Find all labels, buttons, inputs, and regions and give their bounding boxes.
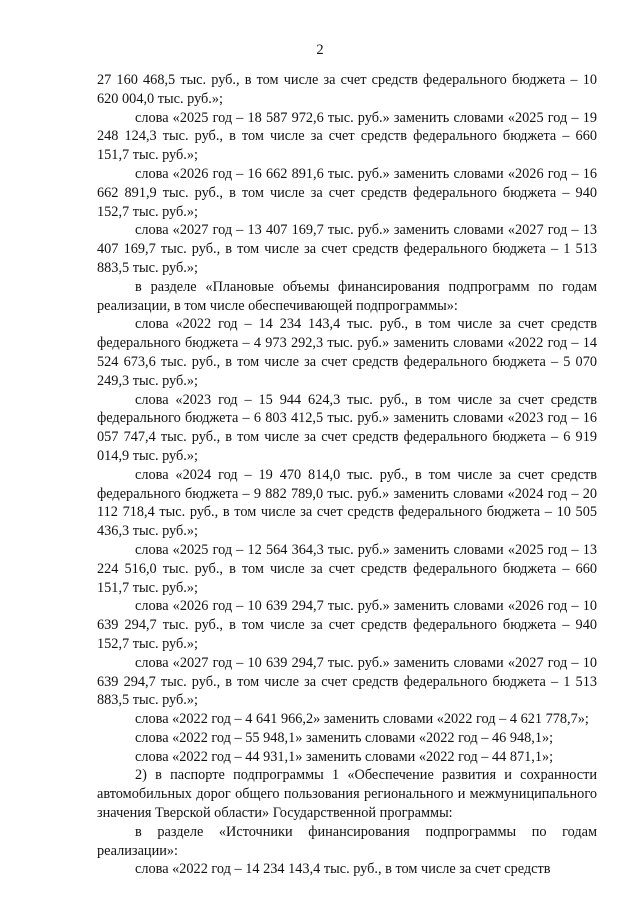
paragraph: слова «2022 год – 14 234 143,4 тыс. руб., в том числе за счет средств федерального бюджета – 4 973 292,3 тыс. руб.» заменить словами «2022 год – 14 524 673,6 тыс. руб., в том числе за счет средств федерального бюджета – 5 070 249,3 тыс. руб.»; [97, 316, 597, 389]
section-heading-paragraph: в разделе «Плановые объемы финансирования подпрограмм по годам реализации, в том числе обеспечивающей подпрограммы»: [97, 278, 597, 314]
numbered-item-paragraph: 2) в паспорте подпрограммы 1 «Обеспечение развития и сохранности автомобильных дорог общего пользования регионального и межмуниципального значения Тверской области» Государственной программы: [97, 767, 597, 822]
paragraph: слова «2024 год – 19 470 814,0 тыс. руб., в том числе за счет средств федерального бюджета – 9 882 789,0 тыс. руб.» заменить словами «2024 год – 20 112 718,4 тыс. руб., в том числе за счет средств федерального бюджета – 10 505 436,3 тыс. руб.»; [97, 466, 597, 540]
paragraph: слова «2022 год – 44 931,1» заменить словами «2022 год – 44 871,1»; [135, 748, 554, 765]
paragraph: слова «2025 год – 18 587 972,6 тыс. руб.» заменить словами «2025 год – 19 248 124,3 тыс. руб., в том числе за счет средств федерального бюджета – 660 151,7 тыс. руб.»; [97, 109, 597, 164]
paragraph: слова «2025 год – 12 564 364,3 тыс. руб.» заменить словами «2025 год – 13 224 516,0 тыс. руб., в том числе за счет средств федерального бюджета – 660 151,7 тыс. руб.»; [97, 541, 597, 596]
paragraph: слова «2022 год – 4 641 966,2» заменить словами «2022 год – 4 621 778,7»; [135, 711, 589, 728]
paragraph: слова «2022 год – 14 234 143,4 тыс. руб., в том числе за счет средств [135, 861, 551, 878]
paragraph: слова «2026 год – 16 662 891,6 тыс. руб.» заменить словами «2026 год – 16 662 891,9 тыс. руб., в том числе за счет средств федерального бюджета – 940 152,7 тыс. руб.»; [97, 165, 597, 220]
document-body [97, 71, 597, 879]
paragraph: слова «2027 год – 10 639 294,7 тыс. руб.» заменить словами «2027 год – 10 639 294,7 тыс. руб., в том числе за счет средств федерального бюджета – 1 513 883,5 тыс. руб.»; [97, 654, 597, 709]
paragraph: слова «2022 год – 55 948,1» заменить словами «2022 год – 46 948,1»; [135, 729, 554, 746]
section-heading-paragraph: в разделе «Источники финансирования подпрограммы по годам реализации»: [97, 823, 597, 859]
paragraph: 27 160 468,5 тыс. руб., в том числе за счет средств федерального бюджета – 10 620 004,0 тыс. руб.»; [97, 72, 597, 107]
paragraph: слова «2023 год – 15 944 624,3 тыс. руб., в том числе за счет средств федерального бюджета – 6 803 412,5 тыс. руб.» заменить словами «2023 год – 16 057 747,4 тыс. руб., в том числе за счет средств федерального бюджета – 6 919 014,9 тыс. руб.»; [97, 391, 597, 464]
page-number: 2 [316, 42, 324, 58]
paragraph: слова «2026 год – 10 639 294,7 тыс. руб.» заменить словами «2026 год – 10 639 294,7 тыс. руб., в том числе за счет средств федерального бюджета – 940 152,7 тыс. руб.»; [97, 598, 597, 652]
paragraph: слова «2027 год – 13 407 169,7 тыс. руб.» заменить словами «2027 год – 13 407 169,7 тыс. руб., в том числе за счет средств федерального бюджета – 1 513 883,5 тыс. руб.»; [97, 222, 597, 276]
